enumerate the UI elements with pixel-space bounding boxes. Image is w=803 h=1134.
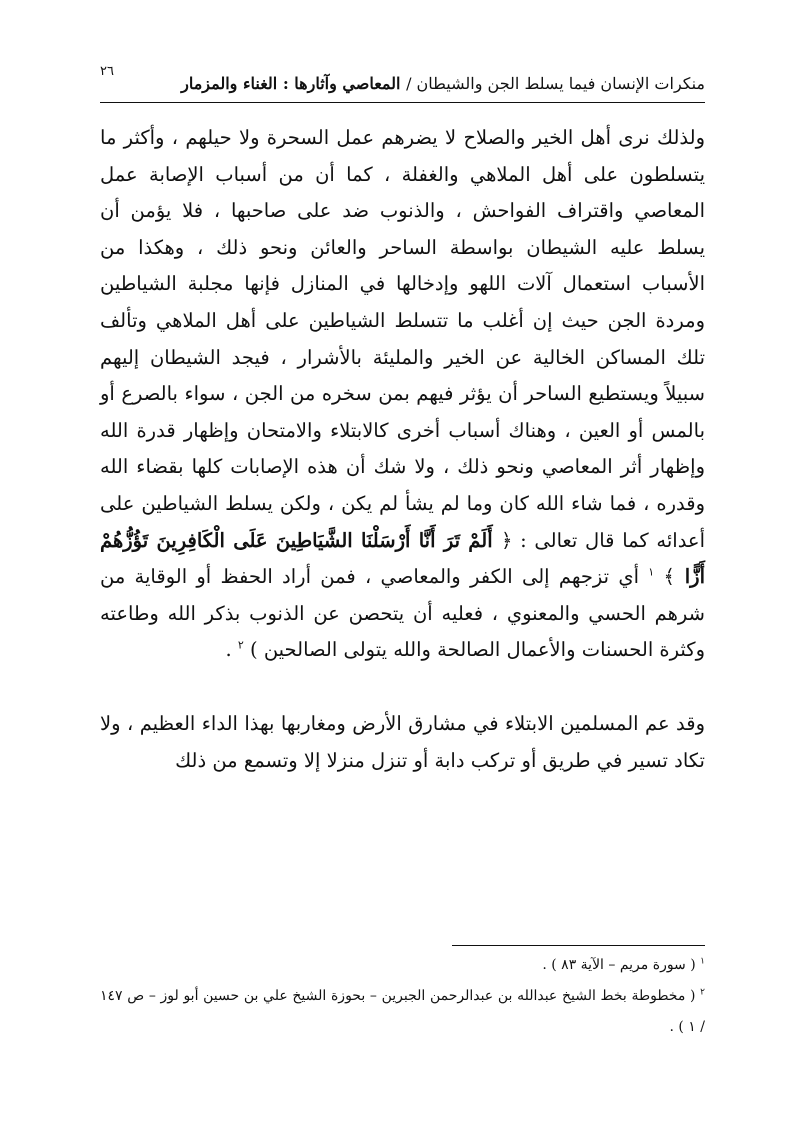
footnotes: [100, 950, 705, 1043]
page-header: [100, 58, 705, 100]
paragraph-1-end: .: [225, 638, 238, 662]
paragraph-1-continuation: أي تزجهم إلى الكفر والمعاصي ، فمن أراد الحفظ أو الوقاية من شرهم الحسي والمعنوي ، فعليه أن يتحصن عن الذنوب بذكر الله وطاعته وكثرة الحسنات والأعمال الصالحة والله يتولى الصالحين ): [100, 565, 705, 662]
footnote-1-text: ( سورة مريم – الآية ٨٣ ) .: [542, 957, 701, 973]
footnote-2: [100, 981, 705, 1043]
chapter-title: المعاصي وآثارها : الغناء والمزمار: [181, 74, 407, 93]
book-title: منكرات الإنسان فيما يسلط الجن والشيطان /: [406, 74, 705, 93]
footnote-1-marker: ١: [700, 956, 705, 967]
page-number: ٢٦: [100, 64, 114, 79]
footnote-rule: [452, 945, 705, 946]
header-rule: [100, 102, 705, 103]
main-text: [100, 120, 705, 779]
footnote-2-text: ( مخطوطة بخط الشيخ عبدالله بن عبدالرحمن الجبرين – بحوزة الشيخ علي بن حسين أبو لوز – ص ١٤٧ / ١ ) .: [100, 988, 705, 1035]
verse-close-bracket: ﴾: [654, 565, 675, 589]
quran-verse: أَلَمْ تَرَ أَنَّا أَرْسَلْنَا الشَّيَاطِينَ عَلَى الْكَافِرِينَ تَؤُزُّهُمْ أَزًّا: [100, 528, 705, 589]
paragraph-1-text: ولذلك نرى أهل الخير والصلاح لا يضرهم عمل السحرة ولا حيلهم ، وأكثر ما يتسلطون على أهل الملاهي والغفلة ، كما أن من أسباب الإصابة عمل المعاصي واقتراف الفواحش ، والذنوب ضد على صاحبها ، فلا يؤمن أن يسلط عليه الشيطان بواسطة الساحر والعائن ونحو ذلك ، وهكذا من الأسباب استعمال آلات اللهو وإدخالها في المنازل فإنها مجلبة الشياطين ومردة الجن حيث إن أغلب ما تتسلط الشياطين على أهل الملاهي وتألف تلك المساكن الخالية عن الخير والمليئة بالأشرار ، فيجد الشيطان إليهم سبيلاً ويستطيع الساحر أن يؤثر فيهم بمن سخره من الجن ، سواء بالصرع أو بالمس أو العين ، وهناك أسباب أخرى كالابتلاء والامتحان وإظهار قدرة الله وإظهار أثر المعاصي ونحو ذلك ، ولا شك أن هذه الإصابات كلها بقضاء الله وقدره ، فما شاء الله كان وما لم يشأ لم يكن ، ولكن يسلط الشياطين على أعدائه كما قال تعالى : ﴿: [100, 126, 705, 552]
paragraph-1: [100, 120, 705, 669]
footnote-ref-1[interactable]: ١: [648, 565, 655, 579]
footnote-1: [100, 950, 705, 981]
paragraph-2: وقد عم المسلمين الابتلاء في مشارق الأرض ومغاربها بهذا الداء العظيم ، ولا تكاد تسير في طريق أو تركب دابة أو تنزل منزلا إلا وتسمع من ذلك: [100, 711, 705, 772]
running-title: [181, 74, 705, 93]
footnote-ref-2[interactable]: ٢: [237, 638, 244, 652]
footnote-2-marker: ٢: [700, 987, 705, 998]
